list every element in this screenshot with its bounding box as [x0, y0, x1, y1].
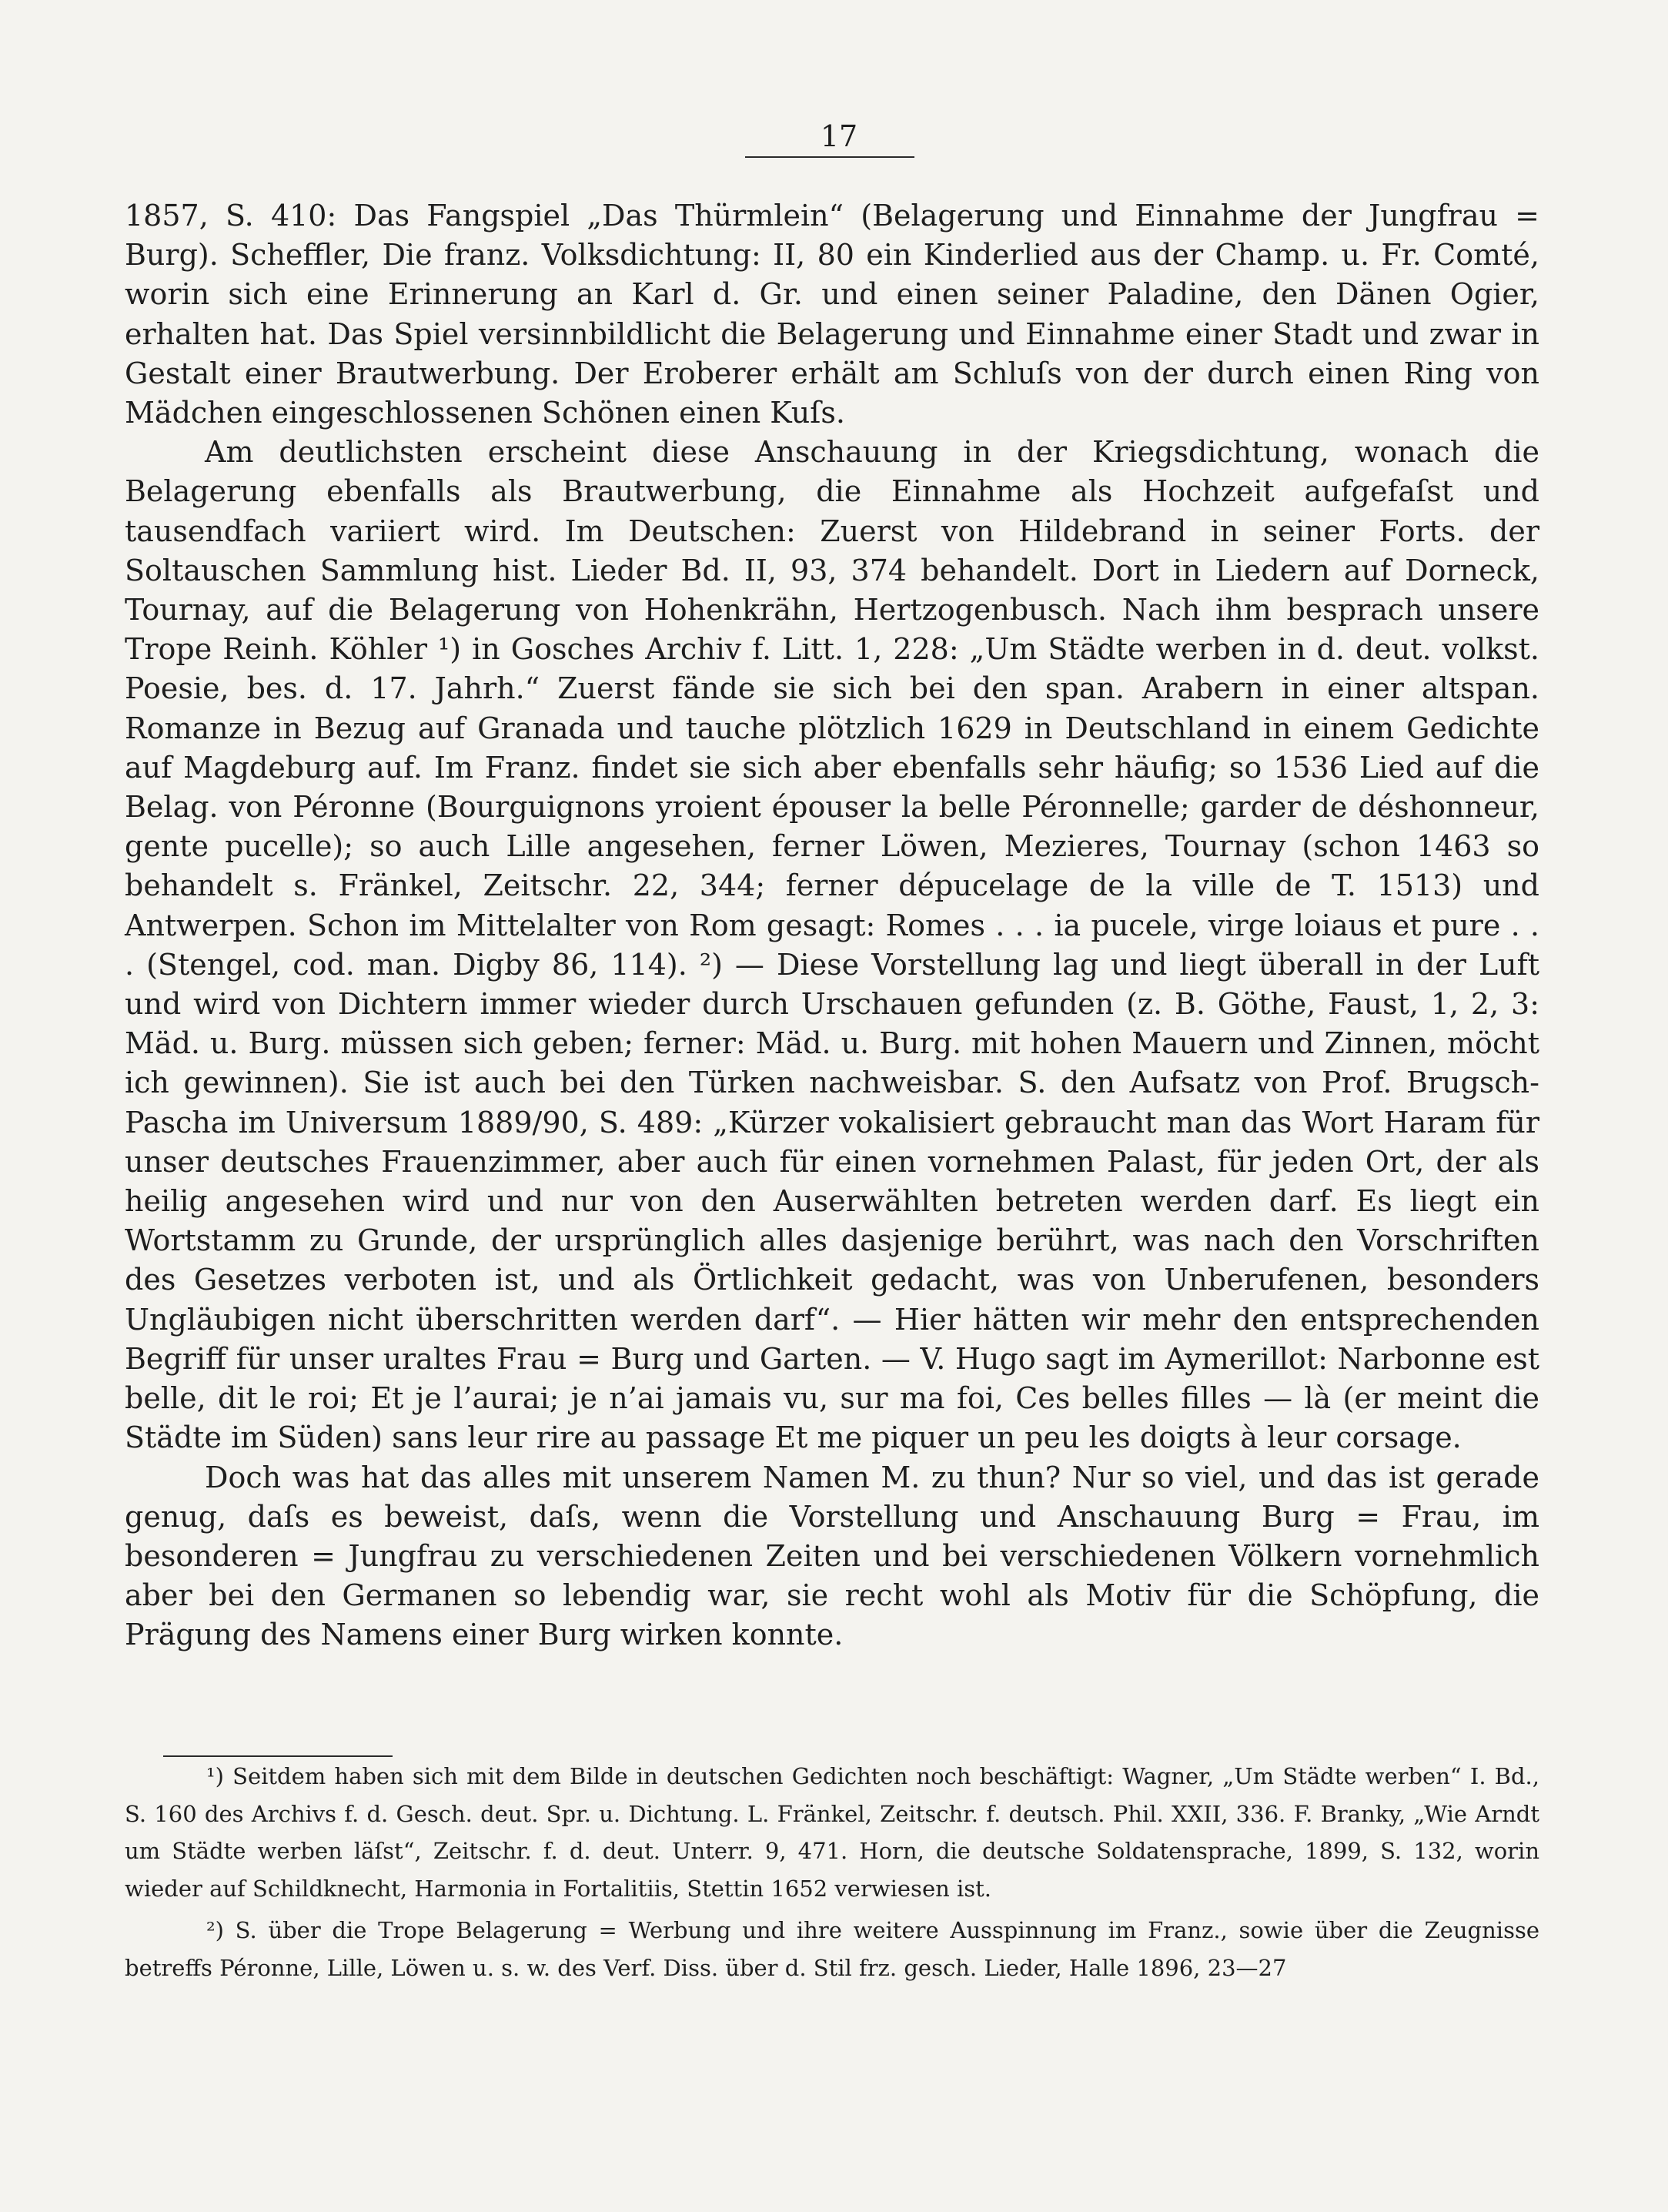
paragraph-2: Am deutlichsten erscheint diese Anschauung in der Kriegsdichtung, wonach die Belagerung ebenfalls als Brautwerbung, die Einnahme als Hochzeit aufgefaſst und tausendfach variiert wird. Im Deutschen: Zuerst von Hildebrand in seiner Forts. der Soltauschen Sammlung hist. Lieder Bd. II, 93, 374 behandelt. Dort in Liedern auf Dorneck, Tournay, auf die Belagerung von Hohenkrähn, Hertzogenbusch. Nach ihm besprach unsere Trope Reinh. Köhler ¹) in Gosches Archiv f. Litt. 1, 228: „Um Städte werben in d. deut. volkst. Poesie, bes. d. 17. Jahrh.“ Zuerst fände sie sich bei den span. Arabern in einer altspan. Romanze in Bezug auf Granada und tauche plötzlich 1629 in Deutschland in einem Gedichte auf Magdeburg auf. Im Franz. findet sie sich aber ebenfalls sehr häufig; so 1536 Lied auf die Belag. von Péronne (Bourguignons yroient épouser la belle Péronnelle; garder de déshonneur, gente pucelle); so auch Lille angesehen, ferner Löwen, Mezieres, Tournay (schon 1463 so behandelt s. Fränkel, Zeitschr. 22, 344; ferner dépucelage de la ville de T. 1513) und Antwerpen. Schon im Mittelalter von Rom gesagt: Romes . . . ia pucele, virge loiaus et pure . . . (Stengel, cod. man. Digby 86, 114). ²) — Diese Vorstellung lag und liegt überall in der Luft und wird von Dichtern immer wieder durch Urschauen gefunden (z. B. Göthe, Faust, 1, 2, 3: Mäd. u. Burg. müssen sich geben; ferner: Mäd. u. Burg. mit hohen Mauern und Zinnen, möcht ich gewinnen). Sie ist auch bei den Türken nachweisbar. S. den Aufsatz von Prof. Brugsch-Pascha im Universum 1889/90, S. 489: „Kürzer vokalisiert gebraucht man das Wort Haram für unser deutsches Frauenzimmer, aber auch für einen vornehmen Palast, für jeden Ort, der als heilig angesehen wird und nur von den Auserwählten betreten werden darf. Es liegt ein Wortstamm zu Grunde, der ursprünglich alles dasjenige berührt, was nach den Vorschriften des Gesetzes verboten ist, und als Örtlichkeit gedacht, was von Unberufenen, besonders Ungläubigen nicht überschritten werden darf“. — Hier hätten wir mehr den entsprechenden Begriff für unser uraltes Frau = Burg und Garten. — V. Hugo sagt im Aymerillot: Narbonne est belle, dit le roi; Et je l’aurai; je n’ai jamais vu, sur ma foi, Ces belles filles — là (er meint die Städte im Süden) sans leur rire au passage Et me piquer un peu les doigts à leur corsage.: [125, 435, 1539, 1455]
paragraph-3: Doch was hat das alles mit unserem Namen M. zu thun? Nur so viel, und das ist gerade genug, daſs es beweist, daſs, wenn die Vorstellung und Anschauung Burg = Frau, im besonderen = Jungfrau zu verschiedenen Zeiten und bei verschiedenen Völkern vornehmlich aber bei den Germanen so lebendig war, sie recht wohl als Motiv für die Schöpfung, die Prägung des Namens einer Burg wirken konnte.: [125, 1460, 1539, 1652]
footnote-2: ²) S. über die Trope Belagerung = Werbung und ihre weitere Ausspinnung im Franz., sowie über die Zeugnisse betreffs Péronne, Lille, Löwen u. s. w. des Verf. Diss. über d. Stil frz. gesch. Lieder, Halle 1896, 23—27: [125, 1917, 1539, 1981]
footnote-rule: [163, 1755, 393, 1757]
footnote-1: ¹) Seitdem haben sich mit dem Bilde in deutschen Gedichten noch beschäftigt: Wagner, „Um Städte werben“ I. Bd., S. 160 des Archivs f. d. Gesch. deut. Spr. u. Dichtung. L. Fränkel, Zeitschr. f. deutsch. Phil. XXII, 336. F. Branky, „Wie Arndt um Städte werben läſst“, Zeitschr. f. d. deut. Unterr. 9, 471. Horn, die deutsche Soldatensprache, 1899, S. 132, worin wieder auf Schildknecht, Harmonia in Fortalitiis, Stettin 1652 verwiesen ist.: [125, 1763, 1539, 1902]
paragraph-1: 1857, S. 410: Das Fangspiel „Das Thürmlein“ (Belagerung und Einnahme der Jungfrau = Burg). Scheffler, Die franz. Volksdichtung: II, 80 ein Kinderlied aus der Champ. u. Fr. Comté, worin sich eine Erinnerung an Karl d. Gr. und einen seiner Paladine, den Dänen Ogier, erhalten hat. Das Spiel versinnbildlicht die Belagerung und Einnahme einer Stadt und zwar in Gestalt einer Brautwerbung. Der Eroberer erhält am Schluſs von der durch einen Ring von Mädchen eingeschlossenen Schönen einen Kuſs.: [125, 199, 1539, 430]
body-text: [125, 196, 1539, 1655]
page-number: 17: [820, 119, 858, 153]
header-rule: [745, 156, 914, 158]
footnotes: [125, 1758, 1539, 1986]
